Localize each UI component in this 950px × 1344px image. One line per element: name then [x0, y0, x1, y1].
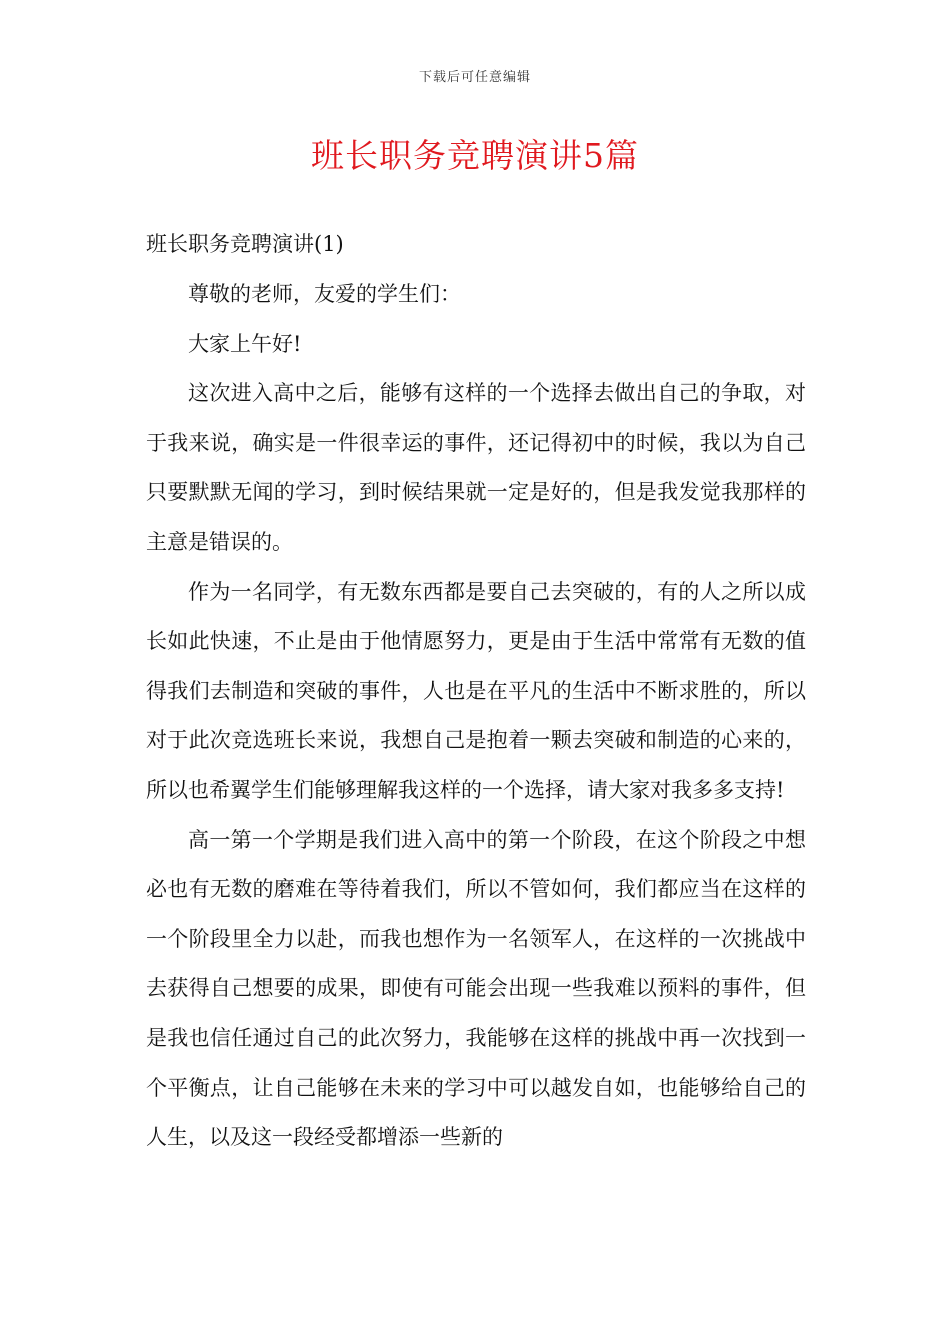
section-heading: 班长职务竞聘演讲(1) [146, 232, 344, 256]
paragraph-salutation: 尊敬的老师，友爱的学生们： [188, 282, 461, 306]
document-body [146, 270, 806, 1163]
document-title: 班长职务竞聘演讲5篇 [311, 136, 639, 175]
paragraph: 作为一名同学，有无数东西都是要自己去突破的，有的人之所以成长如此快速，不止是由于他情愿努力，更是由于生活中常常有无数的值得我们去制造和突破的事件，人也是在平凡的生活中不断求胜的，所以对于此次竞选班长来说，我想自己是抱着一颗去突破和制造的心来的，所以也希翼学生们能够理解我这样的一个选择，请大家对我多多支持! [146, 579, 806, 802]
paragraph-greeting: 大家上午好! [188, 331, 302, 356]
header-note: 下载后可任意编辑 [418, 70, 531, 85]
paragraph: 高一第一个学期是我们进入高中的第一个阶段，在这个阶段之中想必也有无数的磨难在等待着我们，所以不管如何，我们都应当在这样的一个阶段里全力以赴，而我也想作为一名领军人，在这样的一次挑战中去获得自己想要的成果，即使有可能会出现一些我难以预料的事件，但是我也信任通过自己的此次努力，我能够在这样的挑战中再一次找到一个平衡点，让自己能够在未来的学习中可以越发自如，也能够给自己的人生，以及这一段经受都增添一些新的 [146, 827, 806, 1150]
paragraph: 这次进入高中之后，能够有这样的一个选择去做出自己的争取，对于我来说，确实是一件很幸运的事件，还记得初中的时候，我以为自己只要默默无闻的学习，到时候结果就一定是好的，但是我发觉我那样的主意是错误的。 [146, 381, 806, 554]
